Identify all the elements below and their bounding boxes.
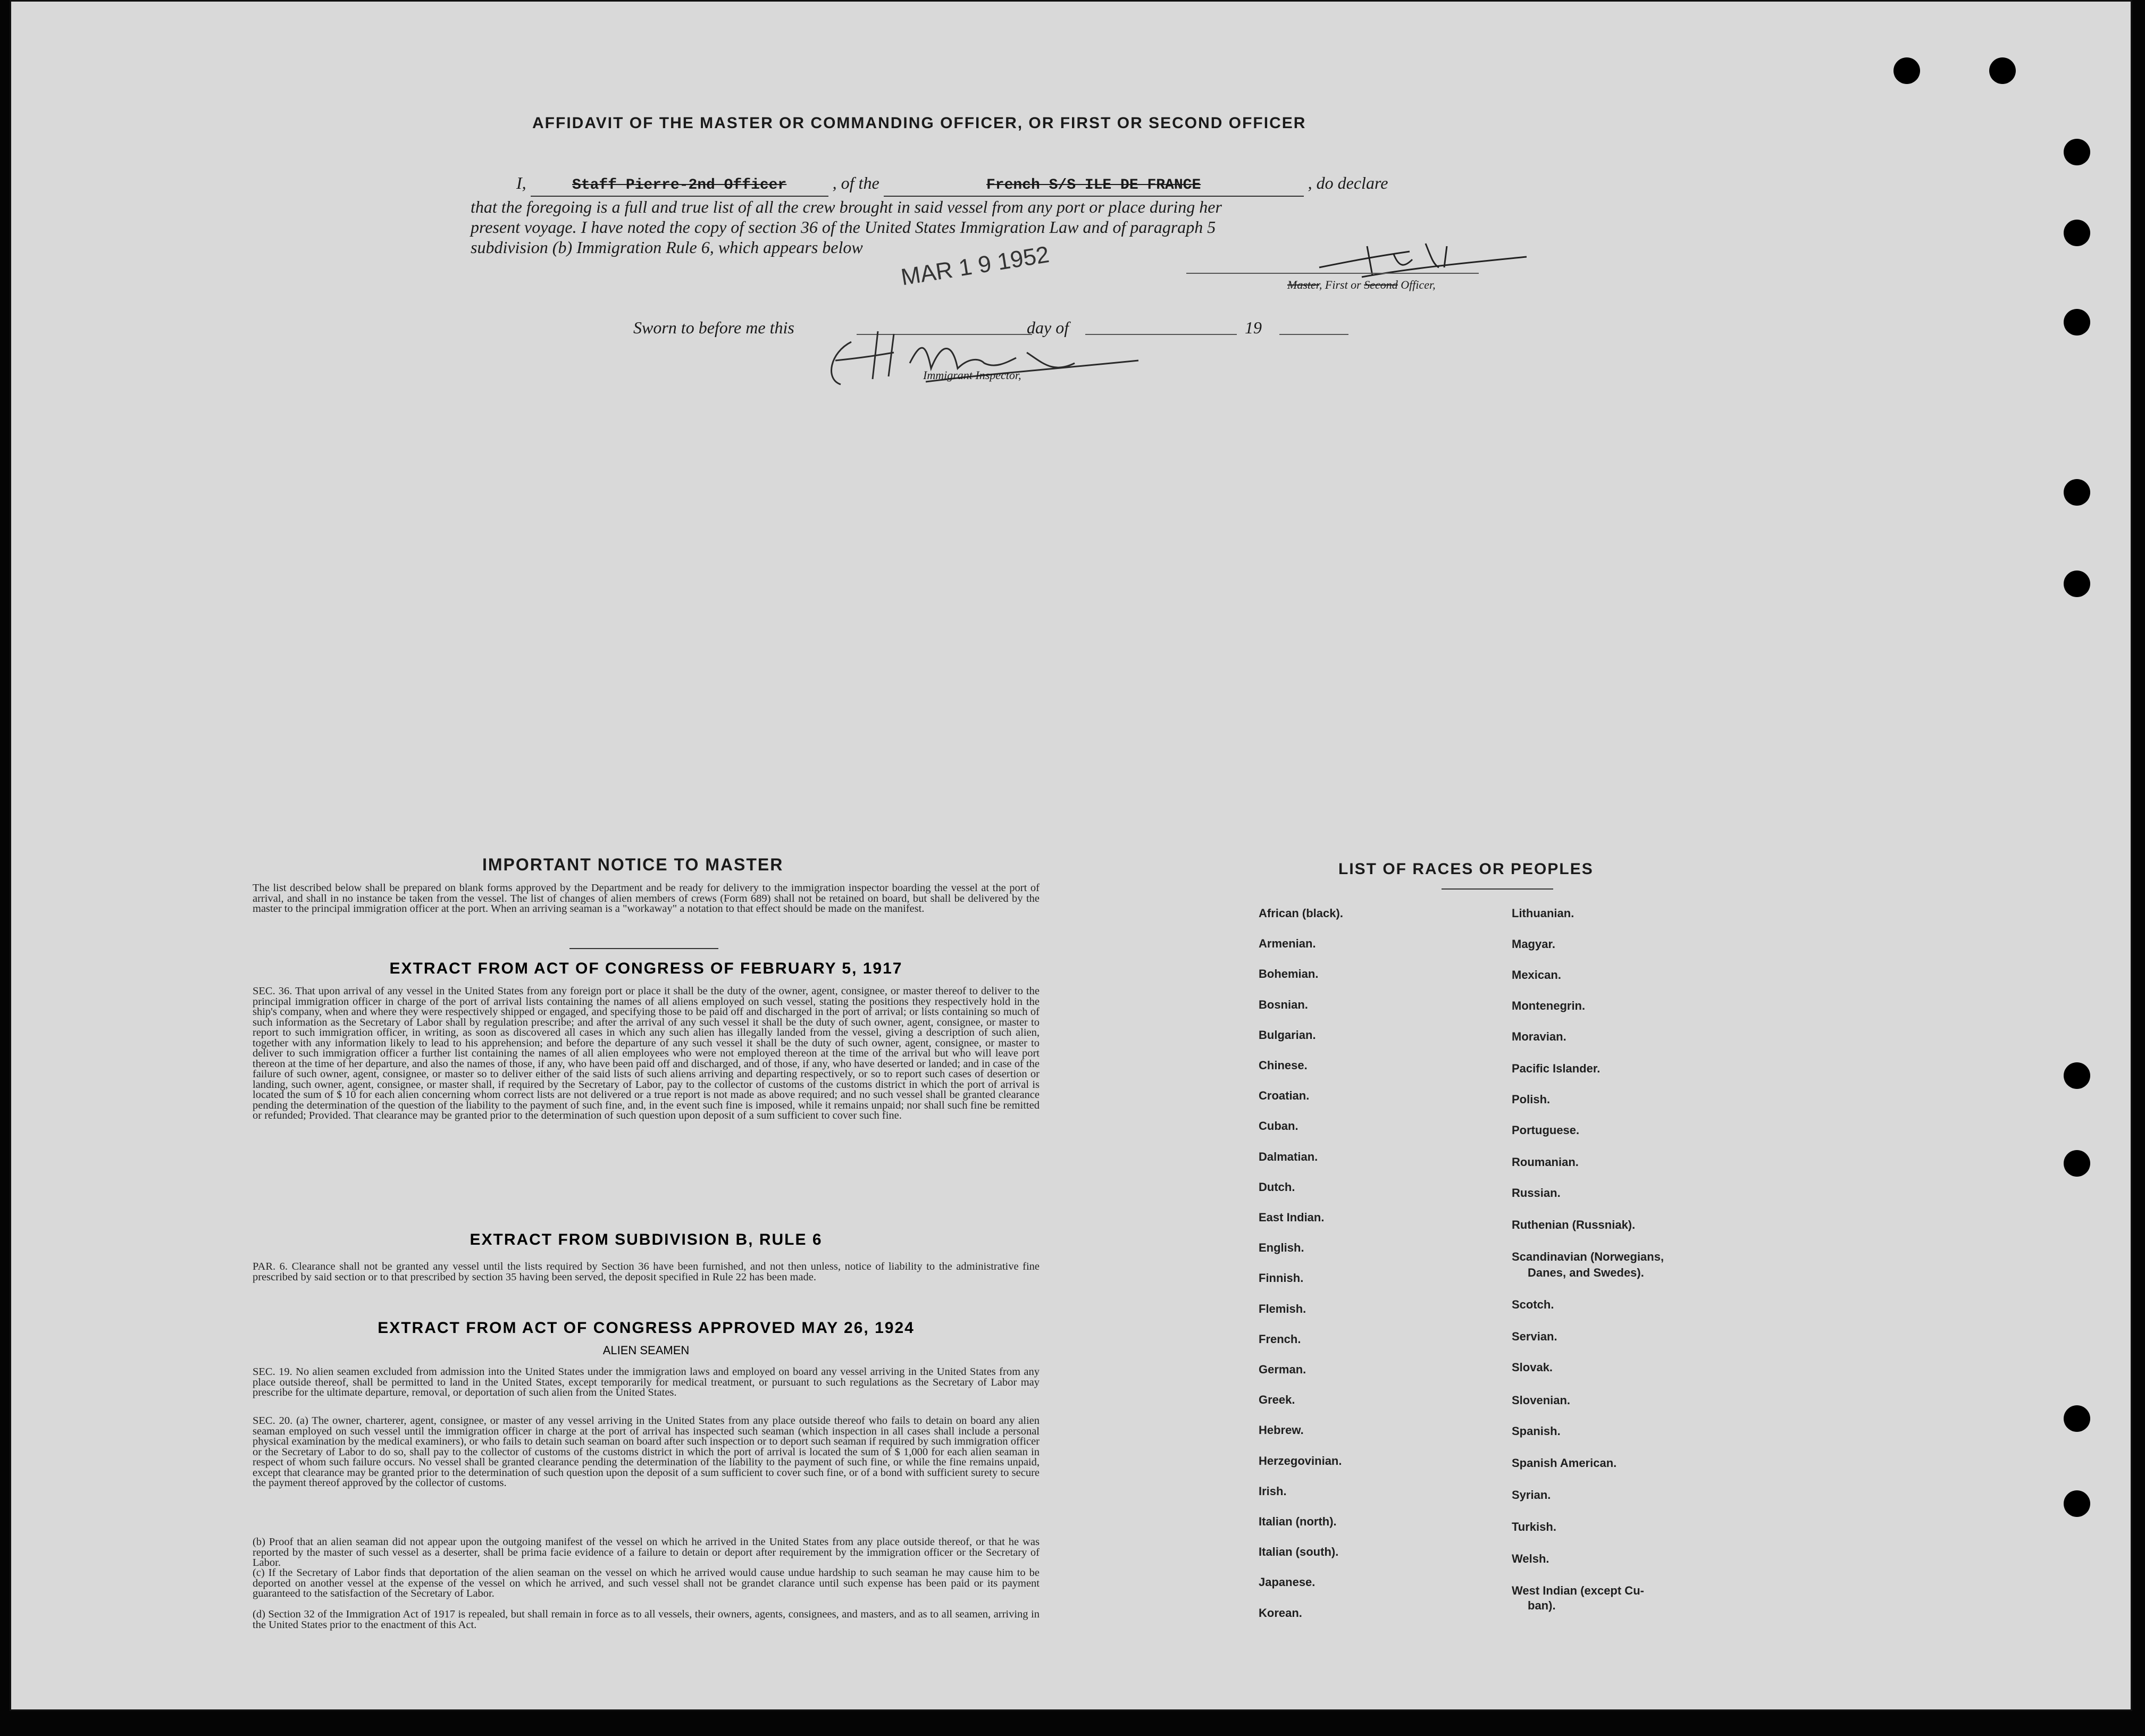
affidavit-title: AFFIDAVIT OF THE MASTER OR COMMANDING OFFICER, OR FIRST OR SECOND OFFICER	[532, 114, 1306, 132]
binder-hole	[2064, 139, 2090, 165]
extract-1924-title: EXTRACT FROM ACT OF CONGRESS APPROVED MAY 26, 1924	[378, 1319, 915, 1337]
race-item: African (black).	[1259, 907, 1343, 920]
race-item: Flemish.	[1259, 1302, 1306, 1315]
race-item: Italian (south).	[1259, 1545, 1339, 1559]
date-stamp: MAR 1 9 1952	[899, 241, 1051, 291]
race-item: Dalmatian.	[1259, 1150, 1318, 1163]
year-text: 19	[1245, 318, 1262, 337]
race-item: Armenian.	[1259, 937, 1316, 951]
race-item: Moravian.	[1512, 1030, 1566, 1043]
notice-body: The list described below shall be prepared on blank forms approved by the Department and be ready for delivery to the immigration inspector boarding the vessel at the port of arrival, and shall in no instance be taken from the vessel. The list of changes of alien members of crews (Form 689) shall not be retained on board, but shall be delivered by the master to the principal immigration officer at the port. When an arriving seaman is a "workaway" a notation to that effect should be made on the manifest.	[253, 882, 1040, 915]
binder-hole	[2064, 309, 2090, 336]
race-item: Ruthenian (Russniak).	[1512, 1218, 1636, 1231]
master-caption	[1287, 278, 1436, 292]
declaration-do-declare: , do declare	[1308, 173, 1388, 192]
race-item: Spanish.	[1512, 1424, 1561, 1438]
rule-6-body: PAR. 6. Clearance shall not be granted any vessel until the lists required by Section 36 have been furnished, and not then unless, notice of liability to the administrative fine prescribed by said section or to that prescribed by section 35 having been served, the deposit specified in Rule 22 has been made.	[253, 1261, 1040, 1283]
sec-20d-body: (d) Section 32 of the Immigration Act of 1917 is repealed, but shall remain in force as to all vessels, their owners, agents, consignees, and masters, and as to all seamen, arriving in the United States prior to the enactment of this Act.	[253, 1608, 1040, 1631]
race-item: Scandinavian (Norwegians,	[1512, 1250, 1664, 1263]
race-item: Spanish American.	[1512, 1456, 1617, 1470]
year-blank-line	[1279, 334, 1348, 335]
race-item: Turkish.	[1512, 1520, 1556, 1533]
race-item: Irish.	[1259, 1484, 1287, 1498]
extract-1917-title: EXTRACT FROM ACT OF CONGRESS OF FEBRUARY 5, 1917	[389, 960, 903, 977]
first-or-word: , First or	[1319, 278, 1361, 291]
race-item: Italian (north).	[1259, 1515, 1337, 1528]
race-item: Bosnian.	[1259, 997, 1308, 1011]
sec-19-body: SEC. 19. No alien seamen excluded from admission into the United States under the immigration laws and employed on board any vessel arriving in the United States from any place outside thereof, shall be permitted to land in the United States, except temporarily for medical treatment, or pursuant to such regulations as the Secretary of Labor may prescribe for the ultimate departure, removal, or deportation of such alien from the United States.	[253, 1366, 1040, 1398]
declaration-of-the: , of the	[832, 173, 879, 192]
declaration-line-2: that the foregoing is a full and true list of all the crew brought in said vessel from any port or place during her	[471, 197, 1222, 216]
binder-hole	[2064, 571, 2090, 597]
race-item: Cuban.	[1259, 1119, 1298, 1133]
declaration-line-4: subdivision (b) Immigration Rule 6, which appears below	[471, 238, 863, 257]
race-item: English.	[1259, 1241, 1304, 1255]
race-item: Japanese.	[1259, 1575, 1316, 1589]
officer-typed: Staff Pierre-2nd Officer	[572, 177, 787, 194]
binder-hole	[1989, 57, 2016, 84]
vessel-typed: French S/S ILE DE FRANCE	[986, 177, 1201, 194]
master-word: Master	[1287, 278, 1319, 291]
master-signature-line	[1186, 273, 1479, 274]
form-page	[10, 0, 2132, 1711]
race-item: Scotch.	[1512, 1298, 1554, 1311]
race-item: Montenegrin.	[1512, 999, 1586, 1012]
race-item: German.	[1259, 1363, 1306, 1376]
race-item: Russian.	[1512, 1186, 1561, 1200]
race-item: Mexican.	[1512, 968, 1561, 982]
divider	[1442, 888, 1553, 890]
race-item: Dutch.	[1259, 1180, 1295, 1194]
race-item: Slovenian.	[1512, 1394, 1571, 1407]
races-title: LIST OF RACES OR PEOPLES	[1338, 860, 1594, 878]
race-item: French.	[1259, 1332, 1301, 1346]
race-item: Hebrew.	[1259, 1423, 1304, 1437]
race-item: Syrian.	[1512, 1488, 1551, 1502]
rule-6-title: EXTRACT FROM SUBDIVISION B, RULE 6	[470, 1231, 823, 1248]
binder-hole	[1893, 57, 1920, 84]
race-item: Greek.	[1259, 1393, 1295, 1407]
binder-hole	[2064, 479, 2090, 506]
binder-hole	[2064, 1062, 2090, 1089]
divider	[569, 948, 718, 949]
inspector-caption: Immigrant Inspector,	[923, 368, 1021, 382]
sec-20b-body: (b) Proof that an alien seaman did not appear upon the outgoing manifest of the vessel on which he arrived in the United States from any place outside thereof, or that he was reported by the master of such vessel as a deserter, shall be prima facie evidence of a failure to detain or deport after requirement by the immigration officer or the Secretary of Labor.	[253, 1536, 1040, 1569]
race-item: Portuguese.	[1512, 1123, 1580, 1137]
race-item: Pacific Islander.	[1512, 1062, 1601, 1075]
sworn-text: Sworn to before me this	[633, 318, 794, 337]
race-item: Croatian.	[1259, 1089, 1310, 1103]
race-item: Finnish.	[1259, 1271, 1304, 1285]
day-of-text: day of	[1027, 318, 1069, 337]
race-item: West Indian (except Cu-	[1512, 1584, 1644, 1597]
race-item: Welsh.	[1512, 1552, 1549, 1565]
race-item: Lithuanian.	[1512, 907, 1574, 920]
inspector-signature	[819, 321, 1160, 395]
race-item: Roumanian.	[1512, 1155, 1579, 1169]
race-item: Danes, and Swedes).	[1528, 1266, 1644, 1279]
extract-1917-body: SEC. 36. That upon arrival of any vessel in the United States from any foreign port or place it shall be the duty of the owner, agent, consignee, or master thereof to deliver to the principal immigration officer in charge of the port of arrival lists containing the names of all aliens employed on such vessel, stating the positions they respectively hold in the ship's company, when and where they were respectively shipped or engaged, and specifying those to be paid off and discharged in the port of arrival; or lists containing so much of such information as the Secretary of Labor shall by regulation prescribe; and after the arrival of any such vessel it shall be the duty of such owner, agent, consignee, or master to report to such immigration officer, in writing, as soon as discovered all cases in which any such alien has illegally landed from the vessel, giving a description of such alien, together with any information likely to lead to his apprehension; and before the departure of any such vessel it shall be the duty of such owner, agent, consignee, or master to deliver to such immigration officer a further list containing the names of all alien employees who were not employed thereon at the time of the arrival but who will leave port thereon at the time of her departure, and also the names of those, if any, who have been paid off and discharged, and of those, if any, who have deserted or landed; and in case of the failure of such owner, agent, consignee, or master so to deliver either of the said lists of such aliens arriving and departing respectively, or so to report such cases of desertion or landing, such owner, agent, consignee, or master shall, if required by the Secretary of Labor, pay to the collector of customs of the customs district in which the port of arrival is located the sum of $ 10 for each alien concerning whom correct lists are not delivered or a true report is not made as above required; and no such vessel shall be granted clearance pending the determination of the question of the liability to the payment of such fine, and, in the event such fine is imposed, while it remains unpaid; nor shall such fine be remitted or refunded; Provided. That clearance may be granted prior to the determination of such question upon deposit of a sum sufficient to cover such fine.	[253, 985, 1040, 1121]
second-word: Second	[1364, 278, 1398, 291]
declaration-line-3: present voyage. I have noted the copy of section 36 of the United States Immigration Law and of paragraph 5	[471, 217, 1216, 237]
sec-20c-body: (c) If the Secretary of Labor finds that deportation of the alien seaman on the vessel on which he arrived would cause undue hardship to such seaman he may cause him to be deported on another vessel at the expense of the vessel on which he arrived, and such vessel shall not be grandet clarance until such expense has been paid or its payment guaranteed to the satisfaction of the Secretary of Labor.	[253, 1567, 1040, 1599]
race-item: Bohemian.	[1259, 967, 1319, 981]
race-item: Polish.	[1512, 1093, 1551, 1106]
race-item: Magyar.	[1512, 937, 1555, 951]
race-item: Bulgarian.	[1259, 1028, 1316, 1042]
race-item: Servian.	[1512, 1330, 1557, 1343]
race-item: Korean.	[1259, 1606, 1302, 1620]
binder-hole	[2064, 220, 2090, 246]
sec-20a-body: SEC. 20. (a) The owner, charterer, agent, consignee, or master of any vessel arriving in the United States from any place outside thereof who fails to detain on board any alien seaman employed on such vessel until the immigration officer in charge at the port of arrival has inspected such seaman (which inspection in all cases shall include a personal physical examination by the medical examiners), or who fails to detain such seaman on board after such inspection or to deport such seaman if required by such immigration officer or the Secretary of Labor to do so, shall pay to the collector of customs of the customs district in which the port of arrival is located the sum of $ 1,000 for each alien seaman in respect of whom such failure occurs. No vessel shall be granted clearance pending the determination of the liability to the payment of such fine, or while the fine remains unpaid, except that clearance may be granted prior to the determination of such question upon the deposit of a sum sufficient to cover such fine, or of a bond with sufficient surety to secure the payment thereof approved by the collector of customs.	[253, 1415, 1040, 1489]
binder-hole	[2064, 1150, 2090, 1177]
notice-title: IMPORTANT NOTICE TO MASTER	[482, 855, 784, 874]
binder-hole	[2064, 1405, 2090, 1432]
extract-1924-subtitle: ALIEN SEAMEN	[602, 1344, 690, 1357]
race-item: Herzegovinian.	[1259, 1454, 1342, 1467]
declaration-i: I,	[516, 173, 526, 192]
binder-hole	[2064, 1490, 2090, 1517]
race-item: ban).	[1528, 1599, 1556, 1612]
officer-word: Officer,	[1401, 278, 1436, 291]
race-item: Chinese.	[1259, 1059, 1308, 1072]
race-item: East Indian.	[1259, 1211, 1325, 1224]
race-item: Slovak.	[1512, 1361, 1553, 1374]
